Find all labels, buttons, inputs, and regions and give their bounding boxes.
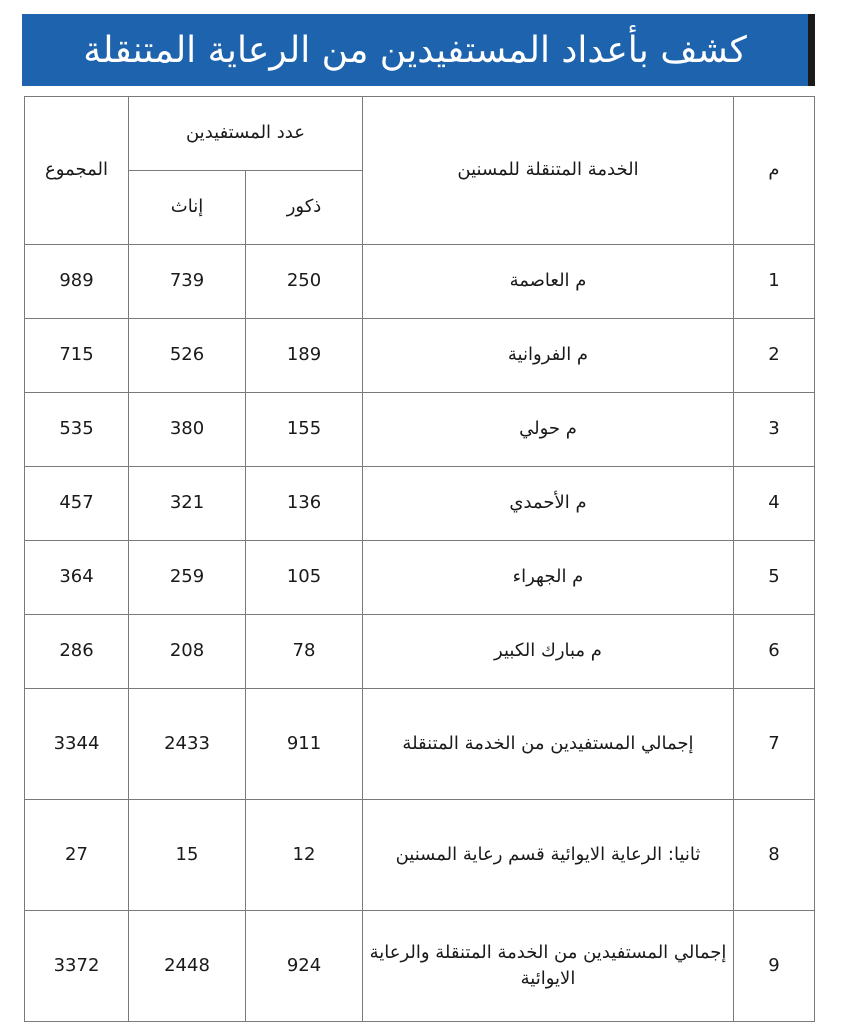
row-males: 78 xyxy=(246,615,363,689)
row-females: 208 xyxy=(129,615,246,689)
row-males: 136 xyxy=(246,467,363,541)
row-service: م العاصمة xyxy=(363,245,734,319)
row-females: 380 xyxy=(129,393,246,467)
row-females: 2448 xyxy=(129,911,246,1022)
row-females: 321 xyxy=(129,467,246,541)
header-total: المجموع xyxy=(25,97,129,245)
row-service: م حولي xyxy=(363,393,734,467)
row-females: 259 xyxy=(129,541,246,615)
row-females: 739 xyxy=(129,245,246,319)
row-males: 250 xyxy=(246,245,363,319)
header-females: إناث xyxy=(129,171,246,245)
row-females: 15 xyxy=(129,800,246,911)
table-row xyxy=(25,467,815,541)
row-total: 715 xyxy=(25,319,129,393)
row-females: 526 xyxy=(129,319,246,393)
beneficiaries-table xyxy=(24,96,815,1022)
row-males: 105 xyxy=(246,541,363,615)
row-males: 12 xyxy=(246,800,363,911)
row-index: 4 xyxy=(734,467,815,541)
row-service: م مبارك الكبير xyxy=(363,615,734,689)
row-index: 6 xyxy=(734,615,815,689)
row-service: م الأحمدي xyxy=(363,467,734,541)
row-total: 3344 xyxy=(25,689,129,800)
header-beneficiaries: عدد المستفيدين xyxy=(129,97,363,171)
table-row xyxy=(25,911,815,1022)
row-index: 3 xyxy=(734,393,815,467)
table-row xyxy=(25,541,815,615)
row-index: 1 xyxy=(734,245,815,319)
row-service: إجمالي المستفيدين من الخدمة المتنقلة xyxy=(363,689,734,800)
row-total: 286 xyxy=(25,615,129,689)
row-total: 27 xyxy=(25,800,129,911)
row-index: 5 xyxy=(734,541,815,615)
row-index: 2 xyxy=(734,319,815,393)
table-row xyxy=(25,615,815,689)
table-row xyxy=(25,689,815,800)
table-header-row xyxy=(25,97,815,171)
row-service: ثانيا: الرعاية الايوائية قسم رعاية المسنين xyxy=(363,800,734,911)
row-total: 457 xyxy=(25,467,129,541)
row-total: 535 xyxy=(25,393,129,467)
row-service: م الفروانية xyxy=(363,319,734,393)
header-males: ذكور xyxy=(246,171,363,245)
row-males: 924 xyxy=(246,911,363,1022)
row-total: 989 xyxy=(25,245,129,319)
row-total: 3372 xyxy=(25,911,129,1022)
row-index: 8 xyxy=(734,800,815,911)
row-service: م الجهراء xyxy=(363,541,734,615)
table-row xyxy=(25,245,815,319)
header-index: م xyxy=(734,97,815,245)
page-title: كشف بأعداد المستفيدين من الرعاية المتنقلة xyxy=(83,29,747,71)
row-index: 7 xyxy=(734,689,815,800)
row-males: 189 xyxy=(246,319,363,393)
row-service: إجمالي المستفيدين من الخدمة المتنقلة والرعاية الايوائية xyxy=(363,911,734,1022)
title-banner xyxy=(22,14,808,86)
row-males: 911 xyxy=(246,689,363,800)
row-index: 9 xyxy=(734,911,815,1022)
row-total: 364 xyxy=(25,541,129,615)
row-males: 155 xyxy=(246,393,363,467)
table-row xyxy=(25,800,815,911)
table-row xyxy=(25,319,815,393)
table-row xyxy=(25,393,815,467)
header-service: الخدمة المتنقلة للمسنين xyxy=(363,97,734,245)
title-accent-bar xyxy=(808,14,815,86)
row-females: 2433 xyxy=(129,689,246,800)
